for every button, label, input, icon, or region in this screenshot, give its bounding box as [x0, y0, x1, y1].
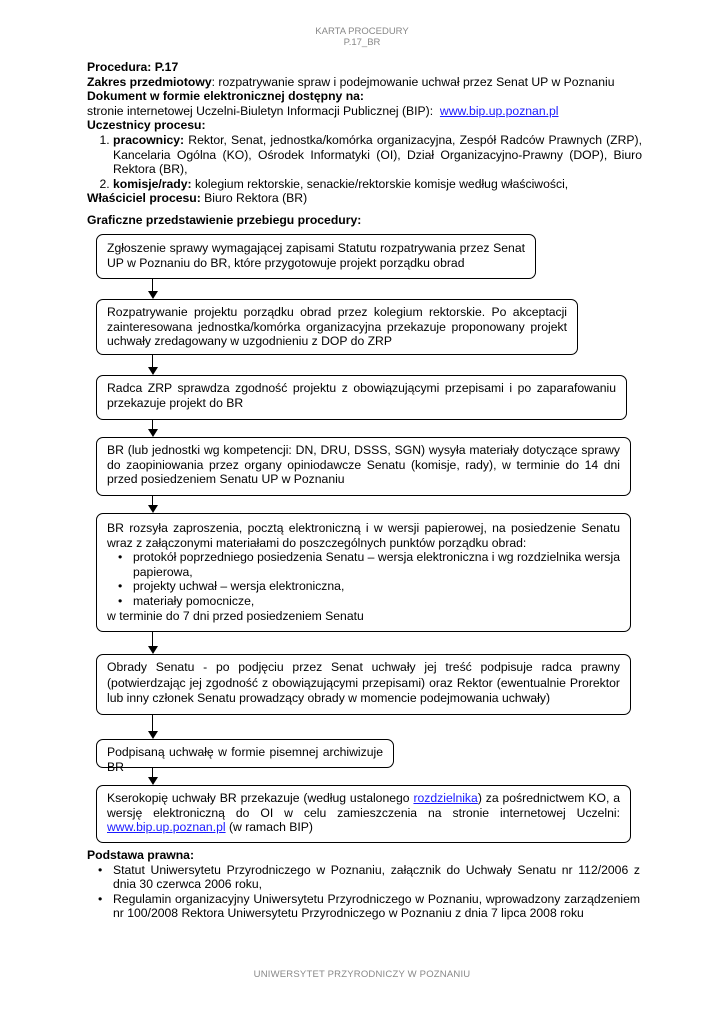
step-5-box: [96, 513, 631, 632]
step-1-text: Zgłoszenie sprawy wymagającej zapisami Statutu rozpatrywania przez Senat UP w Poznaniu do BR, które przygotowuje projekt porządku obrad: [107, 241, 525, 270]
step-3-box: [96, 375, 627, 420]
employees-text: Rektor, Senat, jednostka/komórka organizacyjna, Zespół Radców Prawnych (ZRP), Kancelaria Ogólna (KO), Ośrodek Informatyki (OI), Dział Organizacyjno-Prawny (DOP), Biuro Rektora (BR),: [113, 132, 642, 177]
step-6-box: [96, 654, 631, 715]
step-1-box: [96, 234, 536, 279]
participants-label: Uczestnicy procesu:: [87, 118, 206, 133]
step-8-text: [107, 791, 620, 835]
participants-item: [113, 133, 642, 177]
list-item: • Statut Uniwersytetu Przyrodniczego w Poznaniu, załącznik do Uchwały Senatu nr 112/2006 z dnia 30 czerwca 2006 roku,: [113, 863, 640, 892]
arrow-icon: [148, 420, 158, 437]
arrow-icon: [148, 768, 158, 785]
arrow-icon: [148, 496, 158, 513]
step-8-box: [96, 785, 631, 843]
page-header: [0, 26, 724, 48]
scope-text: : rozpatrywanie spraw i podejmowanie uchwał przez Senat UP w Poznaniu: [211, 74, 615, 89]
legal-title: Podstawa prawna:: [87, 848, 195, 862]
step-2-box: [96, 299, 578, 355]
list-item: • protokół poprzedniego posiedzenia Senatu – wersja elektroniczna i wg rozdzielnika wersja papierowa,: [133, 550, 620, 579]
list-item: • materiały pomocnicze,: [133, 594, 620, 609]
step-4-box: [96, 437, 631, 496]
step-8-part-a: Kserokopię uchwały BR przekazuje (według ustalonego: [107, 791, 414, 805]
arrow-icon: [148, 355, 158, 375]
step-8-part-b: ) za pośrednictwem KO, a wersję elektroniczną do OI w celu zamieszczenia na stronie internetowej Uczelni:: [107, 791, 620, 820]
procedure-label: Procedura: P.17: [87, 60, 179, 74]
step-3-text: Radca ZRP sprawdza zgodność projektu z obowiązującymi przepisami i po zaparafowaniu przekazuje projekt do BR: [107, 381, 616, 410]
arrow-icon: [148, 715, 158, 739]
step-4-text: BR (lub jednostki wg kompetencji: DN, DRU, DSSS, SGN) wysyła materiały dotyczące sprawy do zaopiniowania przez organy opiniodawcze Senatu (komisje, rady), w terminie do 14 dni przed posiedzeniem Senatu UP w Poznaniu: [107, 443, 620, 487]
page-footer: UNIWERSYTET PRZYRODNICZY W POZNANIU: [253, 969, 471, 980]
header-title: KARTA PROCEDURY: [315, 26, 409, 37]
step-7-text: Podpisaną uchwałę w formie pisemnej archiwizuje BR: [107, 745, 383, 774]
arrow-icon: [148, 632, 158, 654]
distribution-link[interactable]: rozdzielnika: [413, 791, 478, 805]
bip-link[interactable]: www.bip.up.poznan.pl: [107, 820, 226, 835]
step-5-outro: w terminie do 7 dni przed posiedzeniem Senatu: [107, 608, 364, 623]
step-7-box: [96, 739, 394, 774]
step-8-part-c: (w ramach BIP): [225, 820, 313, 835]
arrow-icon: [148, 279, 158, 299]
scope-label: Zakres przedmiotowy: [87, 74, 212, 89]
participants-item: [113, 177, 642, 192]
committees-text: kolegium rektorskie, senackie/rektorskie komisje według właściwości,: [191, 176, 569, 191]
step-5-list: [107, 550, 620, 608]
step-5-intro: BR rozsyła zaproszenia, pocztą elektroniczną i w wersji papierowej, na posiedzenie Senatu wraz z załączonymi materiałami do poszczególnych punktów porządku obrad:: [107, 521, 620, 550]
owner-text: Biuro Rektora (BR): [200, 191, 308, 206]
header-code: P.17_BR: [343, 37, 381, 48]
committees-label: komisje/rady:: [113, 176, 192, 191]
legal-basis: [87, 848, 640, 921]
legal-list: [87, 863, 640, 921]
list-item: • projekty uchwał – wersja elektroniczna,: [133, 579, 620, 594]
bip-link[interactable]: www.bip.up.poznan.pl: [439, 103, 559, 118]
step-2-text: Rozpatrywanie projektu porządku obrad przez kolegium rektorskie. Po akceptacji zainteresowana jednostka/komórka organizacyjna przekazuje proponowany projekt uchwały zredagowany w uzgodnieniu z DOP do ZRP: [107, 305, 567, 349]
step-6-text: Obrady Senatu - po podjęciu przez Senat uchwały jej treść podpisuje radca prawny (potwierdzając jej zgodność z obowiązującymi przepisami) oraz Rektor (ewentualnie Prorektor lub inny członek Senatu prowadzący obrady w momencie podejmowania uchwały): [107, 660, 620, 705]
graph-title: Graficzne przedstawienie przebiegu procedury:: [87, 213, 362, 227]
owner-label: Właściciel procesu:: [87, 191, 201, 206]
employees-label: pracownicy:: [113, 132, 185, 147]
participants-list: [87, 133, 642, 191]
list-item: • Regulamin organizacyjny Uniwersytetu Przyrodniczego w Poznaniu, wprowadzony zarządzeniem nr 100/2008 Rektora Uniwersytetu Przyrodniczego w Poznaniu z dnia 7 lipca 2008 roku: [113, 892, 640, 921]
doc-label: Dokument w formie elektronicznej dostępny na:: [87, 89, 364, 104]
procedure-info: [87, 60, 642, 206]
doc-text: stronie internetowej Uczelni-Biuletyn Informacji Publicznej (BIP):: [87, 103, 434, 118]
